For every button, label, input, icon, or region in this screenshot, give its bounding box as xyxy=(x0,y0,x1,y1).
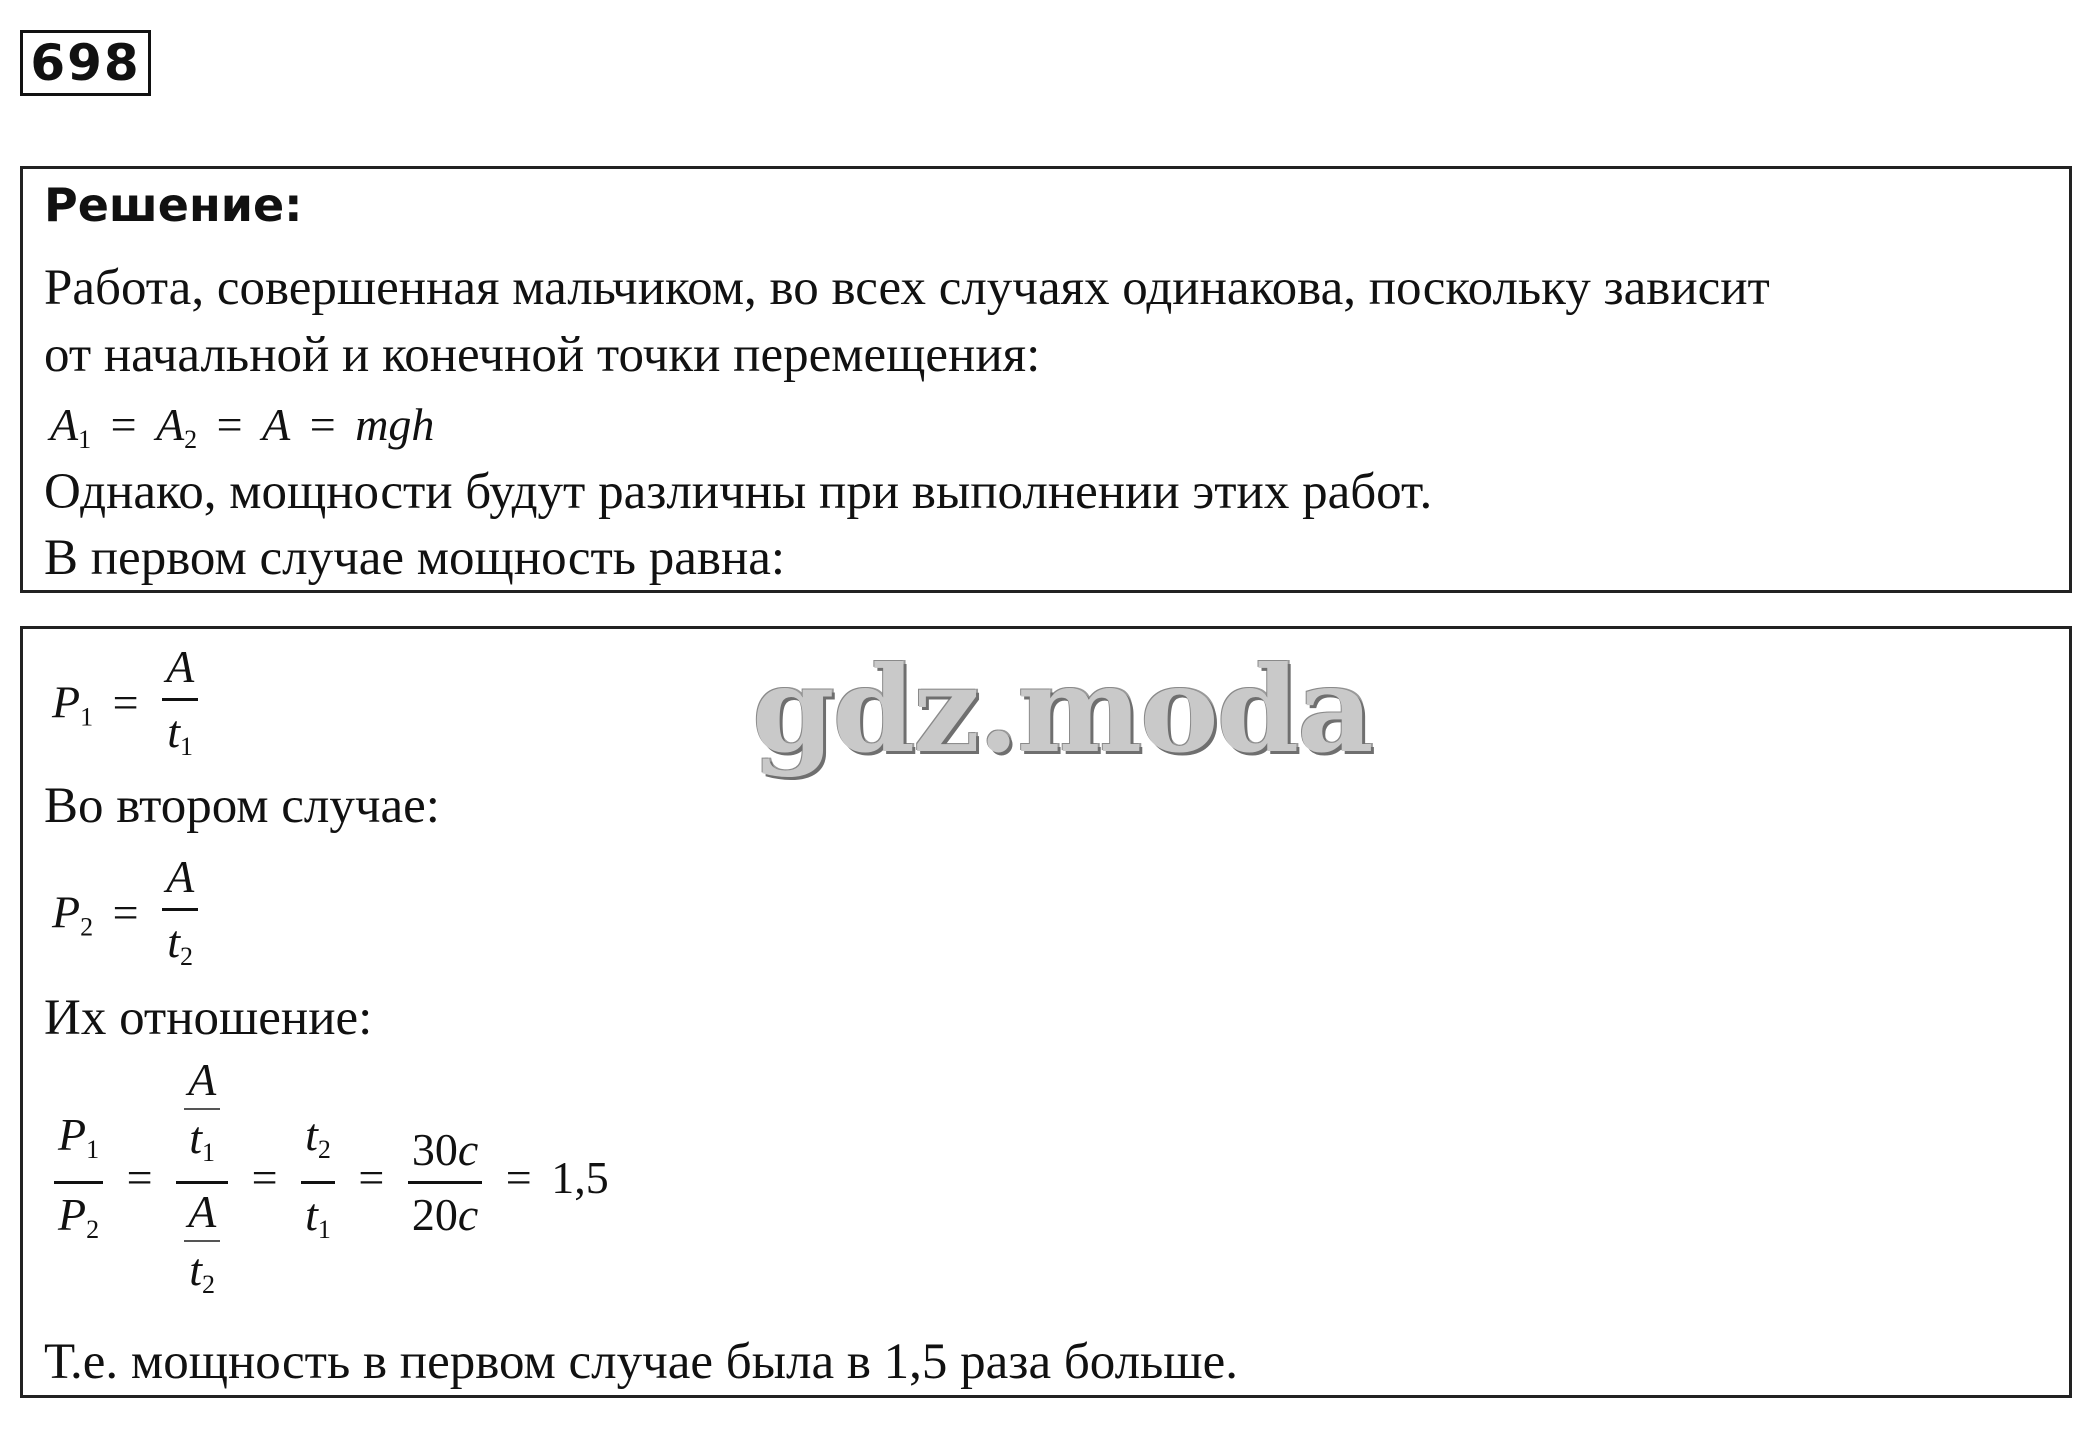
formula-p2: $P_2$ = $\frac{A}{t_2}$ xyxy=(52,846,202,988)
conclusion-line: Т.е. мощность в первом случае была в 1,5 раза больше. xyxy=(44,1334,1238,1390)
formula-ratio: $\frac{P_1}{P_2}$ = $\frac{\frac{A}{t_1}}{\frac{A}{t_2}}$ = $\frac{t_2}{t_1}$ = $\frac{30c}{20c}$ = 1,5 xyxy=(50,1052,609,1313)
solution-heading: Решение: xyxy=(44,178,303,232)
formula-work: $A_1 = A_2 = A$ = mgh xyxy=(50,399,435,454)
text-line-4: В первом случае мощность равна: xyxy=(44,530,786,586)
watermark-logo: gdz.moda xyxy=(752,640,1372,779)
text-line-3: Однако, мощности будут различны при выполнении этих работ. xyxy=(44,464,1433,520)
text-line-6: Их отношение: xyxy=(44,990,373,1046)
text-line-1: Работа, совершенная мальчиком, во всех случаях одинакова, поскольку зависит xyxy=(44,260,1770,316)
text-line-2: от начальной и конечной точки перемещения: xyxy=(44,327,1041,383)
task-number: 698 xyxy=(20,30,151,96)
text-line-5: Во втором случае: xyxy=(44,778,440,834)
formula-p1: $P_1$ = $\frac{A}{t_1}$ xyxy=(52,636,202,778)
